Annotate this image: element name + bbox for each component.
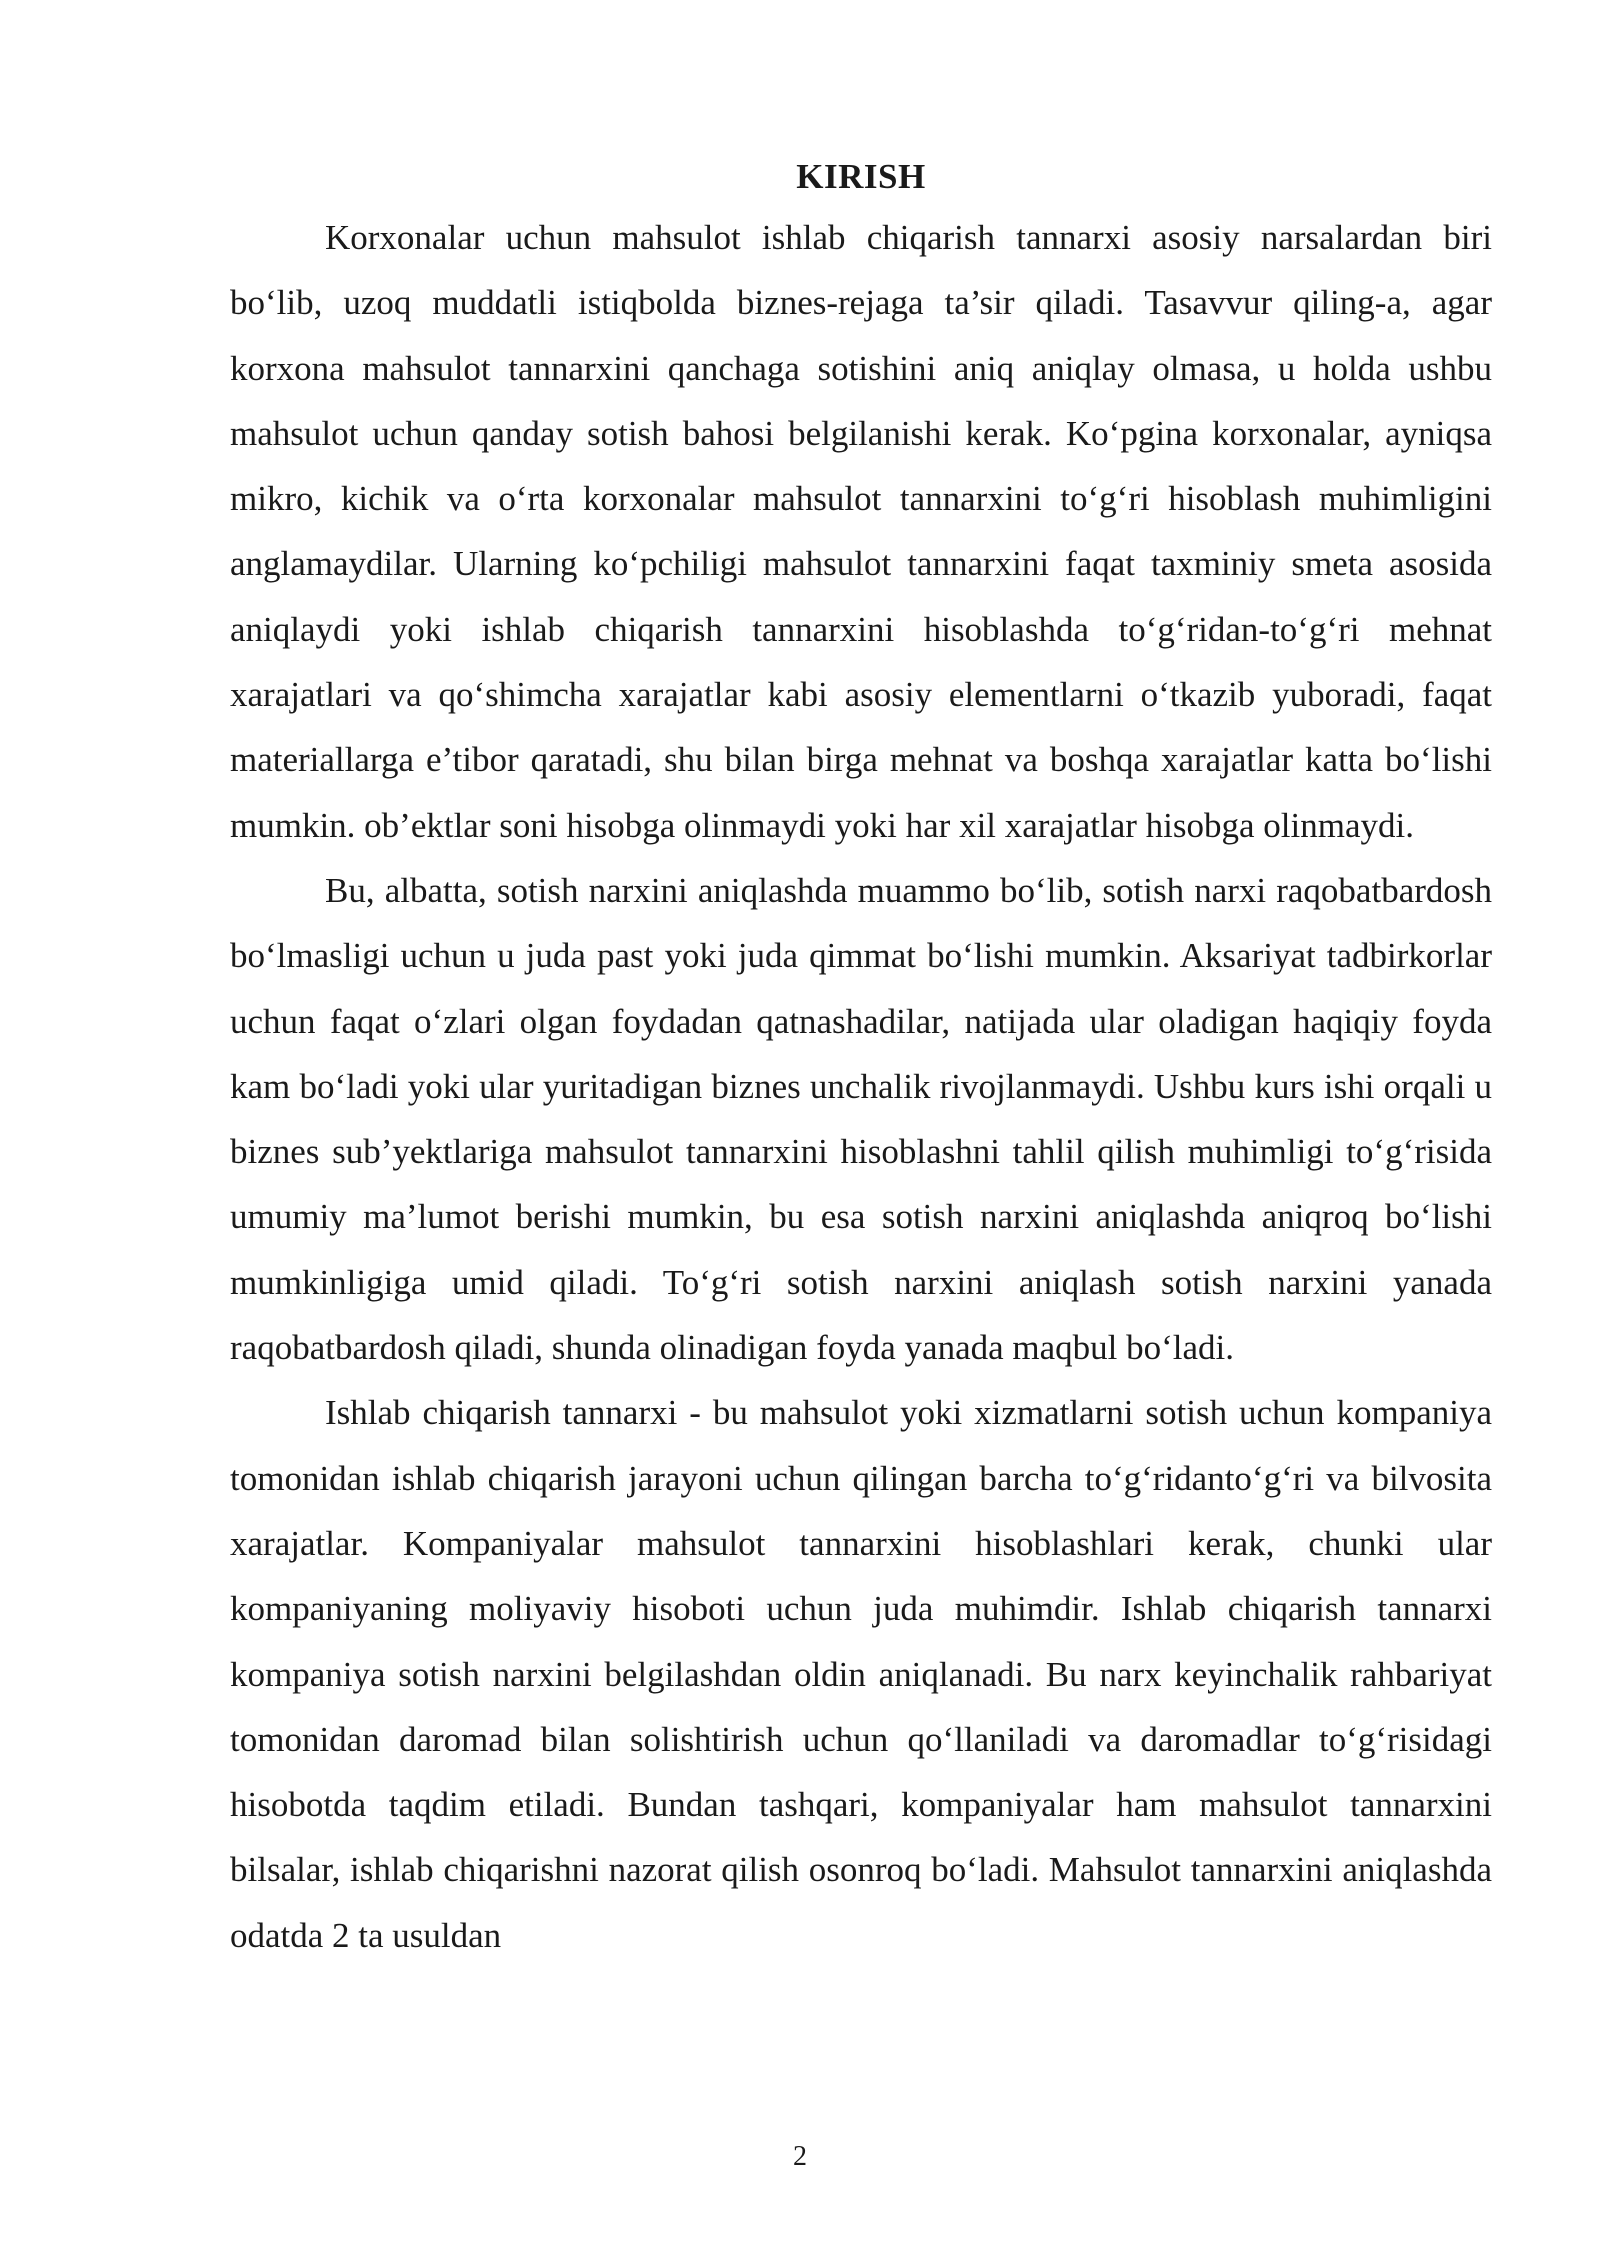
- paragraph-3: Ishlab chiqarish tannarxi - bu mahsulot yoki xizmatlarni sotish uchun kompaniya tomonidan ishlab chiqarish jarayoni uchun qilingan barcha to‘g‘ridanto‘g‘ri va bilvosita xarajatlar. Kompaniyalar mahsulot tannarxini hisoblashlari kerak, chunki ular kompaniyaning moliyaviy hisoboti uchun juda muhimdir. Ishlab chiqarish tannarxi kompaniya sotish narxini belgilashdan oldin aniqlanadi. Bu narx keyinchalik rahbariyat tomonidan daromad bilan solishtirish uchun qo‘llaniladi va daromadlar to‘g‘risidagi hisobotda taqdim etiladi. Bundan tashqari, kompaniyalar ham mahsulot tannarxini bilsalar, ishlab chiqarishni nazorat qilish osonroq bo‘ladi. Mahsulot tannarxini aniqlashda odatda 2 ta usuldan: [230, 1393, 1492, 1955]
- section-title: KIRISH: [796, 157, 926, 196]
- paragraph-1: Korxonalar uchun mahsulot ishlab chiqarish tannarxi asosiy narsalardan biri bo‘lib, uzoq muddatli istiqbolda biznes-rejaga ta’sir qiladi. Tasavvur qiling-a, agar korxona mahsulot tannarxini qanchaga sotishini aniq aniqlay olmasa, u holda ushbu mahsulot uchun qanday sotish bahosi belgilanishi kerak. Ko‘pgina korxonalar, ayniqsa mikro, kichik va o‘rta korxonalar mahsulot tannarxini to‘g‘ri hisoblash muhimligini anglamaydilar. Ularning ko‘pchiligi mahsulot tannarxini faqat taxminiy smeta asosida aniqlaydi yoki ishlab chiqarish tannarxini hisoblashda to‘g‘ridan-to‘g‘ri mehnat xarajatlari va qo‘shimcha xarajatlar kabi asosiy elementlarni o‘tkazib yuboradi, faqat materiallarga e’tibor qaratadi, shu bilan birga mehnat va boshqa xarajatlar katta bo‘lishi mumkin. ob’ektlar soni hisobga olinmaydi yoki har xil xarajatlar hisobga olinmaydi.: [230, 218, 1492, 845]
- paragraph-2: Bu, albatta, sotish narxini aniqlashda muammo bo‘lib, sotish narxi raqobatbardosh bo‘lmasligi uchun u juda past yoki juda qimmat bo‘lishi mumkin. Aksariyat tadbirkorlar uchun faqat o‘zlari olgan foydadan qatnashadilar, natijada ular oladigan haqiqiy foyda kam bo‘ladi yoki ular yuritadigan biznes unchalik rivojlanmaydi. Ushbu kurs ishi orqali u biznes sub’yektlariga mahsulot tannarxini hisoblashni tahlil qilish muhimligi to‘g‘risida umumiy ma’lumot berishi mumkin, bu esa sotish narxini aniqlashda aniqroq bo‘lishi mumkinligiga umid qiladi. To‘g‘ri sotish narxini aniqlash sotish narxini yanada raqobatbardosh qiladi, shunda olinadigan foyda yanada maqbul bo‘ladi.: [230, 870, 1492, 1368]
- page-number: 2: [793, 2141, 807, 2172]
- document-page: [230, 150, 1492, 1968]
